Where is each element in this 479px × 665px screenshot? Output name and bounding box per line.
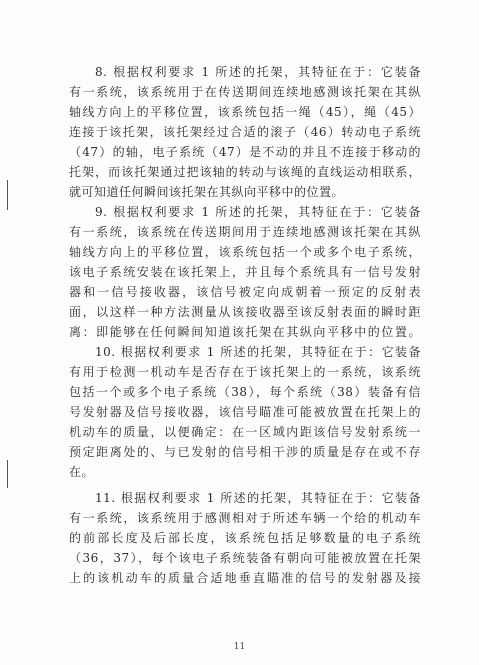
text-line: 机动车的质量，以便确定：在一区域内距该信号发射系统一 bbox=[69, 425, 421, 439]
text-line: 11. 根据权利要求 1 所述的托架，其特征在于：它装备 bbox=[95, 491, 421, 505]
text-line: 轴线方向上的平移位置，该系统包括一个或多个电子系统， bbox=[69, 245, 421, 259]
text-line: 上的该机动车的质量合适地垂直瞄准的信号的发射器及接 bbox=[69, 571, 421, 585]
claim-paragraph-10 bbox=[69, 342, 421, 482]
text-line: 离：即能够在任何瞬间知道该托架在其纵向平移中的位置。 bbox=[69, 325, 421, 339]
text-line: 10. 根据权利要求 1 所述的托架，其特征在于：它装备 bbox=[95, 345, 421, 359]
text-line: 8. 根据权利要求 1 所述的托架，其特征在于：它装备 bbox=[95, 65, 421, 79]
text-line: 轴线方向上的平移位置，该系统包括一绳（45），绳（45） bbox=[69, 105, 421, 119]
text-line: （47）的轴，电子系统（47）是不动的并且不连接于移动的 bbox=[69, 145, 421, 159]
claim-paragraph-11 bbox=[69, 488, 421, 588]
text-line: 9. 根据权利要求 1 所述的托架，其特征在于：它装备 bbox=[95, 205, 421, 219]
text-line: 连接于该托架，该托架经过合适的滚子（46）转动电子系统 bbox=[69, 125, 421, 139]
text-line: 的前部长度及后部长度，该系统包括足够数量的电子系统 bbox=[69, 531, 421, 545]
text-line: 面，以这样一种方法测量从该接收器至该反射表面的瞬时距 bbox=[69, 305, 421, 319]
text-line: 在。 bbox=[69, 465, 95, 479]
claim-paragraph-8 bbox=[69, 62, 421, 202]
left-margin-mark bbox=[7, 180, 10, 210]
claims-text bbox=[69, 62, 421, 588]
page-number: 11 bbox=[233, 642, 246, 652]
text-line: 有一系统，该系统用于感测相对于所述车辆一个给的机动车 bbox=[69, 511, 421, 525]
text-line: 预定距离处的、与已发射的信号相干涉的质量是存在或不存 bbox=[69, 445, 421, 459]
text-line: 该电子系统安装在该托架上，并且每个系统具有一信号发射 bbox=[69, 265, 421, 279]
text-line: 有用于检测一机动车是否存在于该托架上的一系统，该系统 bbox=[69, 365, 421, 379]
claim-paragraph-9 bbox=[69, 202, 421, 342]
text-line: 有一系统，该系统用于在传送期间连续地感测该托架在其纵 bbox=[69, 85, 421, 99]
text-line: 器和一信号接收器，该信号被定向成朝着一预定的反射表 bbox=[69, 285, 421, 299]
text-line: 包括一个或多个电子系统（38），每个系统（38）装备有信 bbox=[69, 385, 421, 399]
left-margin-mark bbox=[7, 460, 10, 488]
text-line: 号发射器及信号接收器，该信号瞄准可能被放置在托架上的 bbox=[69, 405, 421, 419]
text-line: 有一系统，该系统在传送期间用于连续地感测该托架在其纵 bbox=[69, 225, 421, 239]
text-line: 就可知道任何瞬间该托架在其纵向平移中的位置。 bbox=[69, 185, 345, 199]
text-line: 托架，而该托架通过把该轴的转动与该绳的直线运动相联系， bbox=[69, 165, 421, 179]
text-line: （36，37），每个该电子系统装备有朝向可能被放置在托架 bbox=[69, 551, 421, 565]
